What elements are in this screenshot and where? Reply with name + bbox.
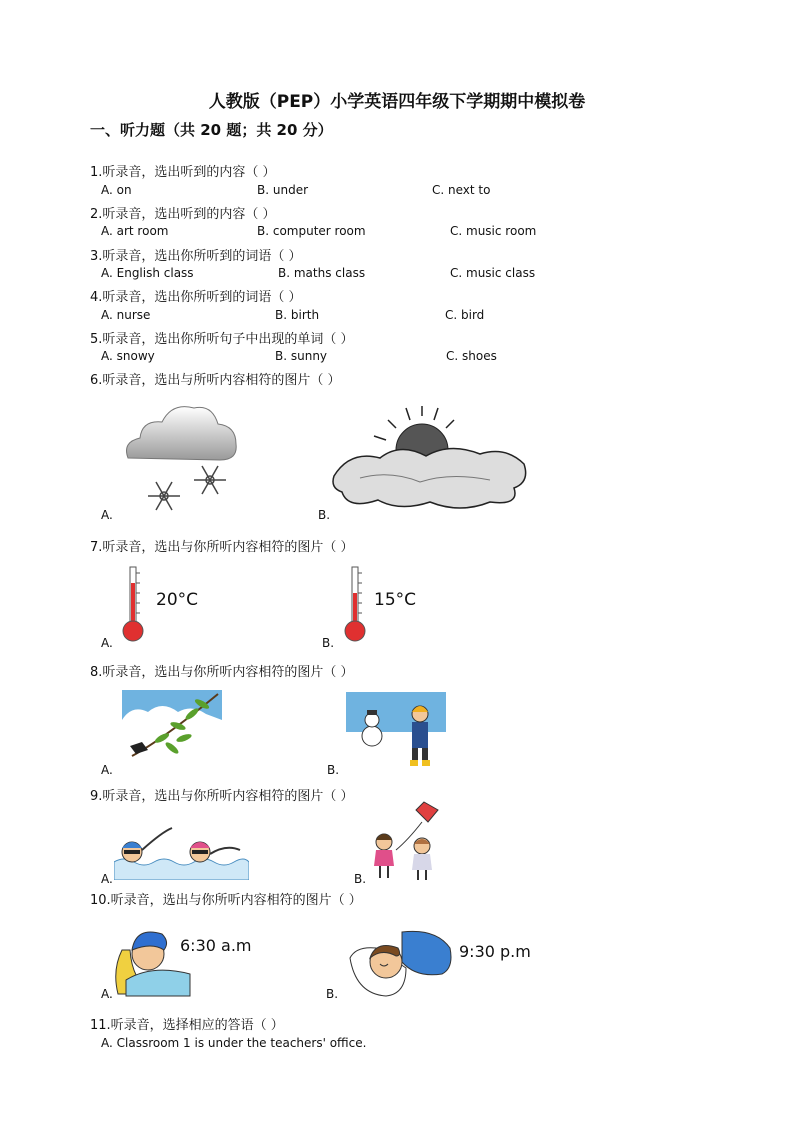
q1-option-c[interactable]: C. next to: [432, 183, 491, 197]
question-2: 2.听录音，选出听到的内容（ ）: [90, 207, 276, 222]
sleeping-boy-image[interactable]: [346, 928, 456, 998]
snowman-winter-image[interactable]: [346, 692, 446, 768]
q10-label-b: B.: [326, 987, 339, 1001]
q4-option-a[interactable]: A. nurse: [101, 308, 151, 322]
q8-label-b: B.: [327, 763, 340, 777]
section-heading: 一、听力题（共 20 题；共 20 分）: [90, 121, 333, 139]
q6-label-a: A.: [101, 508, 113, 522]
q5-option-b[interactable]: B. sunny: [275, 349, 328, 363]
question-7: 7.听录音，选出与你所听内容相符的图片（ ）: [90, 540, 354, 555]
q7-label-a: A.: [101, 636, 113, 650]
snow-cloud-image[interactable]: [120, 398, 240, 518]
question-10: 10.听录音，选出与你所听内容相符的图片（ ）: [90, 893, 362, 908]
q5-option-a[interactable]: A. snowy: [101, 349, 155, 363]
wake-up-boy-image[interactable]: [112, 920, 192, 998]
question-9: 9.听录音，选出与你所听内容相符的图片（ ）: [90, 789, 354, 804]
spring-branch-image[interactable]: [122, 690, 222, 772]
kite-kids-image[interactable]: [368, 800, 444, 882]
question-6: 6.听录音，选出与所听内容相符的图片（ ）: [90, 373, 341, 388]
swimming-kids-image[interactable]: [114, 822, 249, 880]
page-title: 人教版（PEP）小学英语四年级下学期期中模拟卷: [208, 92, 586, 112]
q3-option-b[interactable]: B. maths class: [278, 266, 366, 280]
q7-label-b: B.: [322, 636, 335, 650]
q10-label-a: A.: [101, 987, 113, 1001]
q11-option-a[interactable]: A. Classroom 1 is under the teachers' office.: [101, 1036, 367, 1050]
q9-label-a: A.: [101, 872, 113, 886]
temperature-20: 20°C: [156, 590, 199, 610]
q8-label-a: A.: [101, 763, 113, 777]
question-5: 5.听录音，选出你所听句子中出现的单词（ ）: [90, 332, 354, 347]
question-4: 4.听录音，选出你所听到的词语（ ）: [90, 290, 302, 305]
q4-option-c[interactable]: C. bird: [445, 308, 485, 322]
q4-option-b[interactable]: B. birth: [275, 308, 320, 322]
q6-label-b: B.: [318, 508, 331, 522]
q3-option-a[interactable]: A. English class: [101, 266, 194, 280]
q5-option-c[interactable]: C. shoes: [446, 349, 497, 363]
q3-option-c[interactable]: C. music class: [450, 266, 536, 280]
question-3: 3.听录音，选出你所听到的词语（ ）: [90, 249, 302, 264]
sun-cloud-image[interactable]: [330, 406, 530, 516]
time-6-30-am: 6:30 a.m: [180, 936, 252, 955]
q1-option-a[interactable]: A. on: [101, 183, 132, 197]
question-8: 8.听录音，选出与你所听内容相符的图片（ ）: [90, 665, 354, 680]
q2-option-c[interactable]: C. music room: [450, 224, 537, 238]
q2-option-b[interactable]: B. computer room: [257, 224, 366, 238]
question-1: 1.听录音，选出听到的内容（ ）: [90, 165, 276, 180]
time-9-30-pm: 9:30 p.m: [459, 942, 531, 961]
q1-option-b[interactable]: B. under: [257, 183, 309, 197]
question-11: 11.听录音，选择相应的答语（ ）: [90, 1018, 284, 1033]
temperature-15: 15°C: [374, 590, 417, 610]
q9-label-b: B.: [354, 872, 367, 886]
q2-option-a[interactable]: A. art room: [101, 224, 169, 238]
